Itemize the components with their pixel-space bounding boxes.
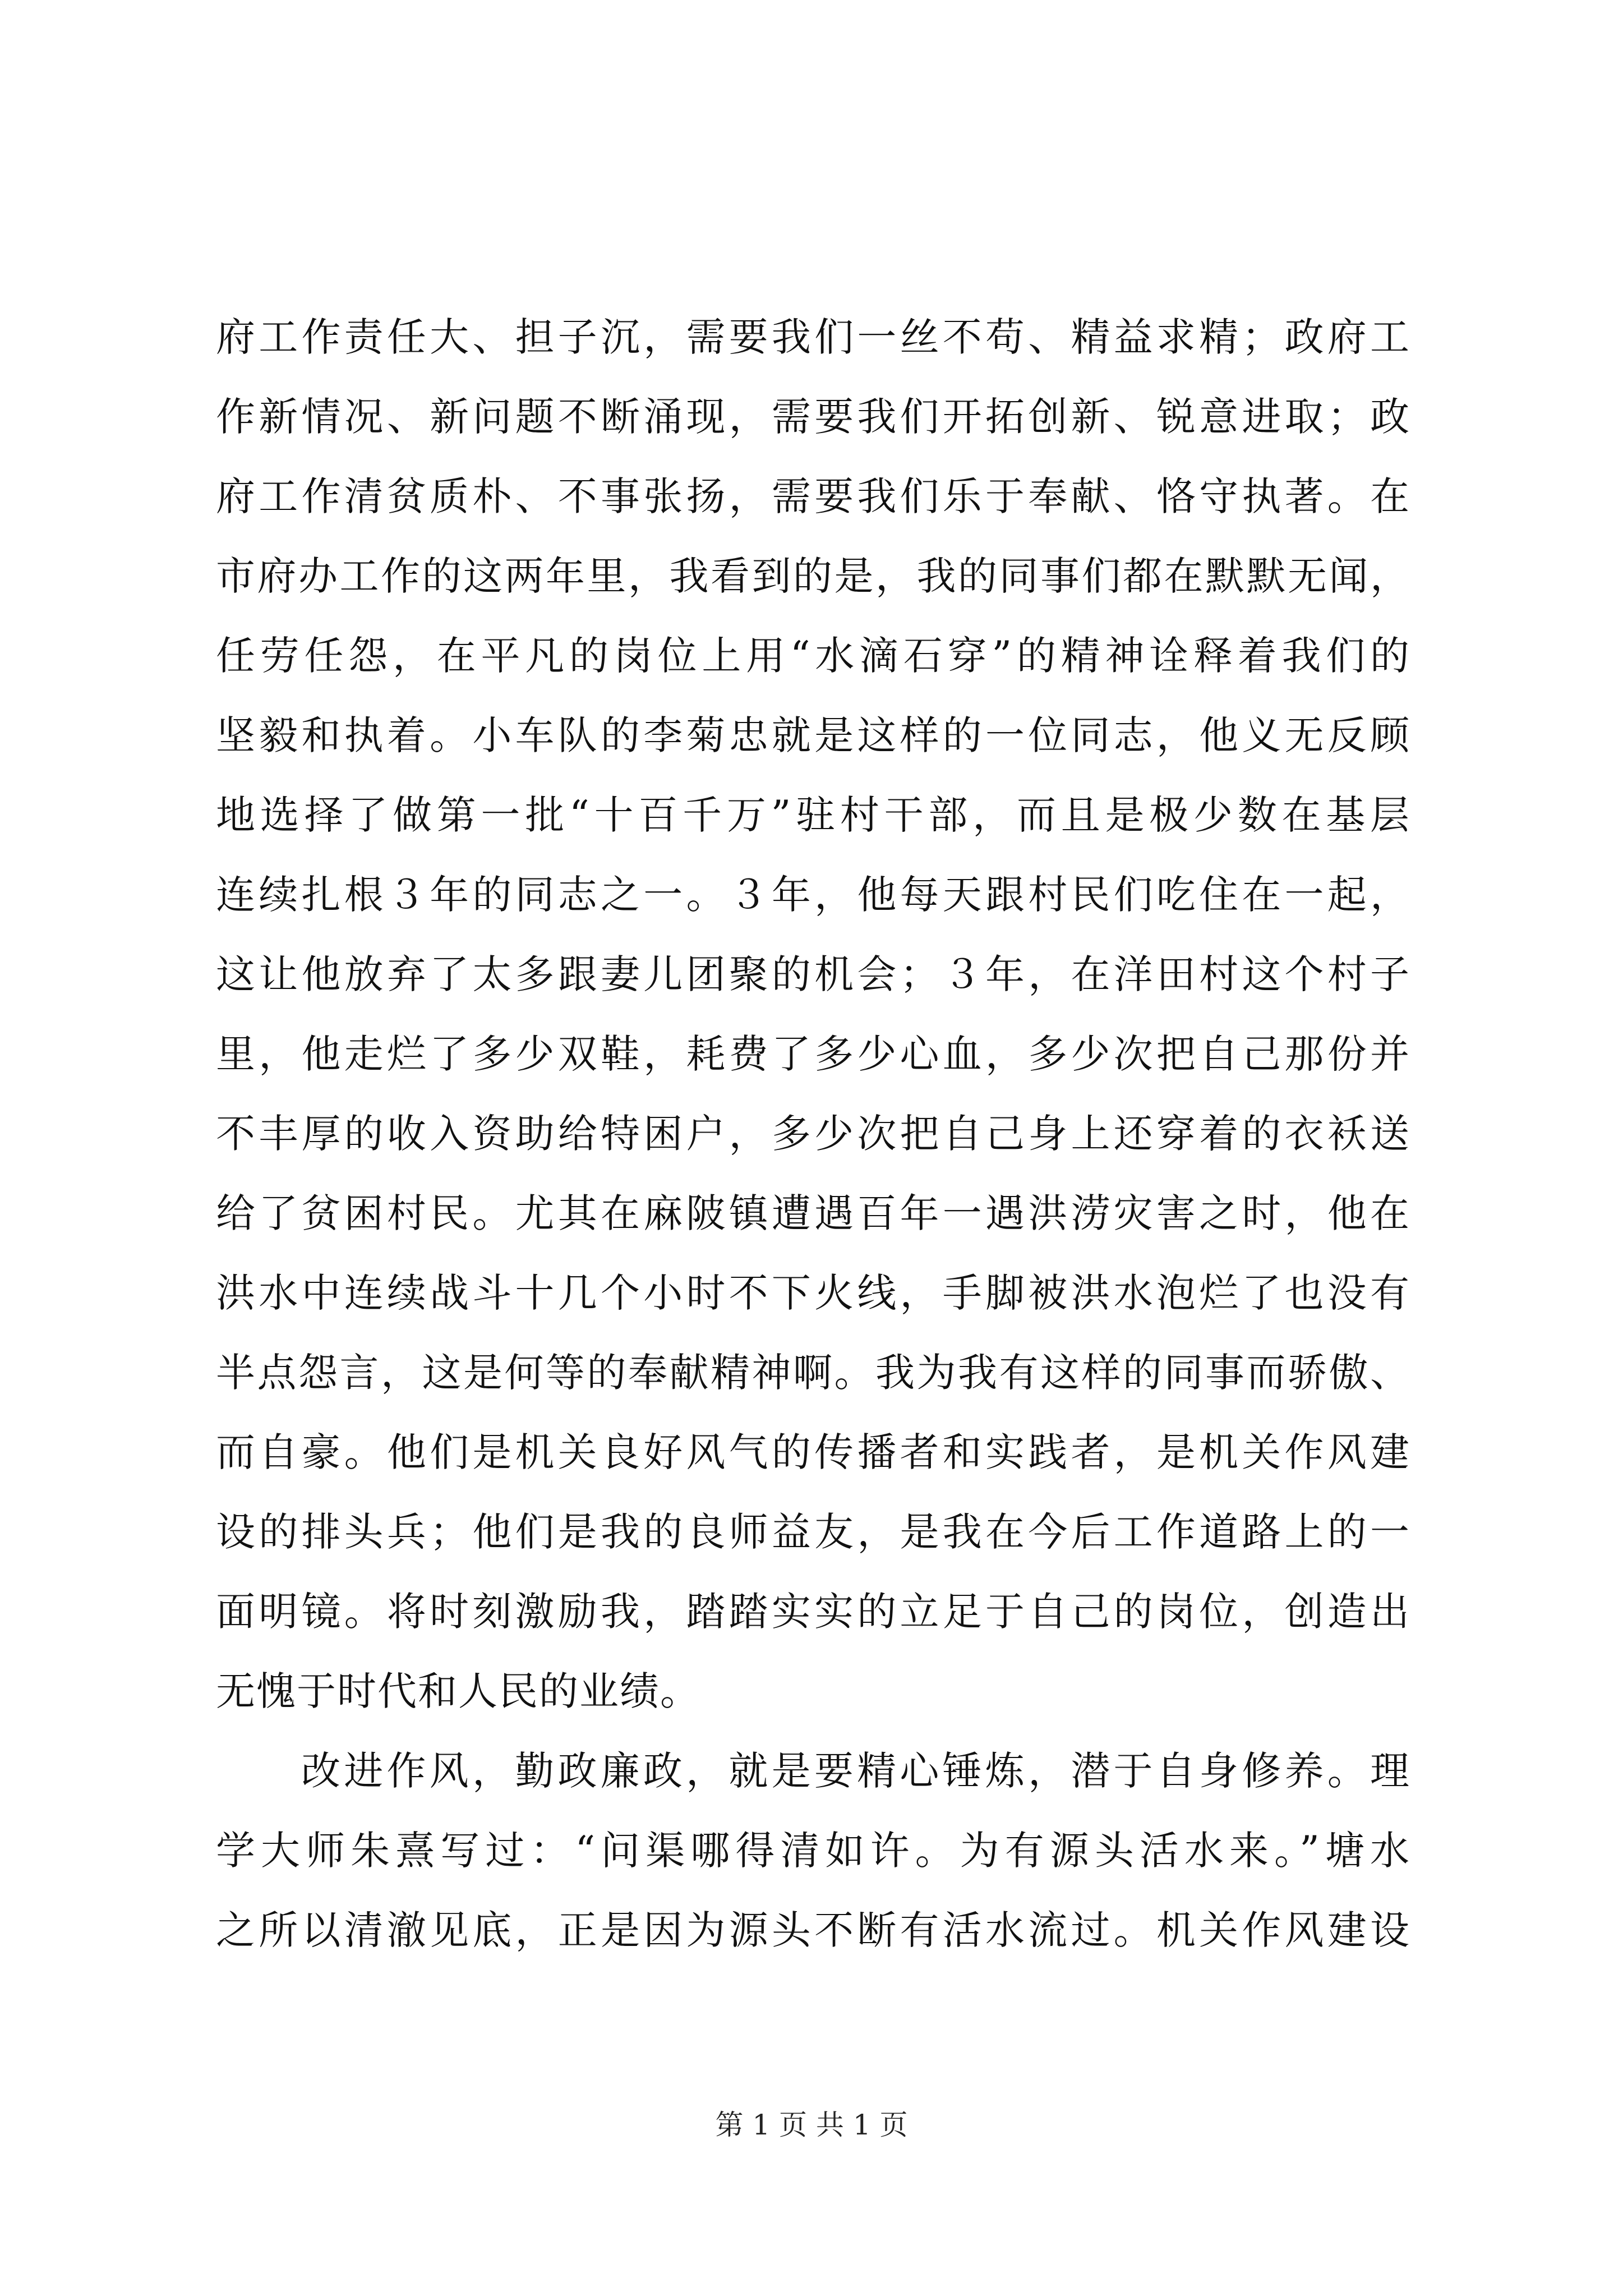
page-footer	[0, 2108, 1623, 2142]
page-number: 第 1 页 共 1 页	[715, 2109, 908, 2141]
text-line: 洪水中连续战斗十几个小时不下火线，手脚被洪水泡烂了也没有	[216, 1270, 1410, 1316]
text-line: 坚毅和执着。小车队的李菊忠就是这样的一位同志，他义无反顾	[216, 712, 1410, 758]
text-line: 而自豪。他们是机关良好风气的传播者和实践者，是机关作风建	[216, 1429, 1410, 1475]
body-text	[216, 297, 1410, 1970]
text-line: 里，他走烂了多少双鞋，耗费了多少心血，多少次把自己那份并	[216, 1031, 1410, 1077]
text-line: 之所以清澈见底，正是因为源头不断有活水流过。机关作风建设	[216, 1907, 1410, 1953]
text-line: 任劳任怨，在平凡的岗位上用“水滴石穿”的精神诠释着我们的	[216, 633, 1410, 679]
text-line: 府工作责任大、担子沉，需要我们一丝不苟、精益求精；政府工	[216, 314, 1410, 360]
text-line: 不丰厚的收入资助给特困户，多少次把自己身上还穿着的衣袄送	[216, 1111, 1410, 1157]
text-line: 府工作清贫质朴、不事张扬，需要我们乐于奉献、恪守执著。在	[216, 473, 1410, 519]
text-line: 无愧于时代和人民的业绩。	[216, 1668, 700, 1714]
text-line: 给了贫困村民。尤其在麻陂镇遭遇百年一遇洪涝灾害之时，他在	[216, 1190, 1410, 1236]
text-line: 这让他放弃了太多跟妻儿团聚的机会；３年，在洋田村这个村子	[216, 951, 1410, 997]
paragraph-first-line: 改进作风，勤政廉政，就是要精心锤炼，潜于自身修养。理	[301, 1748, 1410, 1794]
text-line: 学大师朱熹写过：“问渠哪得清如许。为有源头活水来。”塘水	[216, 1828, 1410, 1874]
text-line: 作新情况、新问题不断涌现，需要我们开拓创新、锐意进取；政	[216, 394, 1410, 440]
text-line: 设的排头兵；他们是我的良师益友，是我在今后工作道路上的一	[216, 1509, 1410, 1555]
text-line: 面明镜。将时刻激励我，踏踏实实的立足于自己的岗位，创造出	[216, 1589, 1410, 1635]
text-line: 地选择了做第一批“十百千万”驻村干部，而且是极少数在基层	[216, 792, 1410, 838]
text-line: 连续扎根３年的同志之一。３年，他每天跟村民们吃住在一起，	[216, 872, 1410, 918]
text-line: 半点怨言，这是何等的奉献精神啊。我为我有这样的同事而骄傲、	[216, 1350, 1410, 1396]
text-line: 市府办工作的这两年里，我看到的是，我的同事们都在默默无闻，	[216, 553, 1410, 599]
